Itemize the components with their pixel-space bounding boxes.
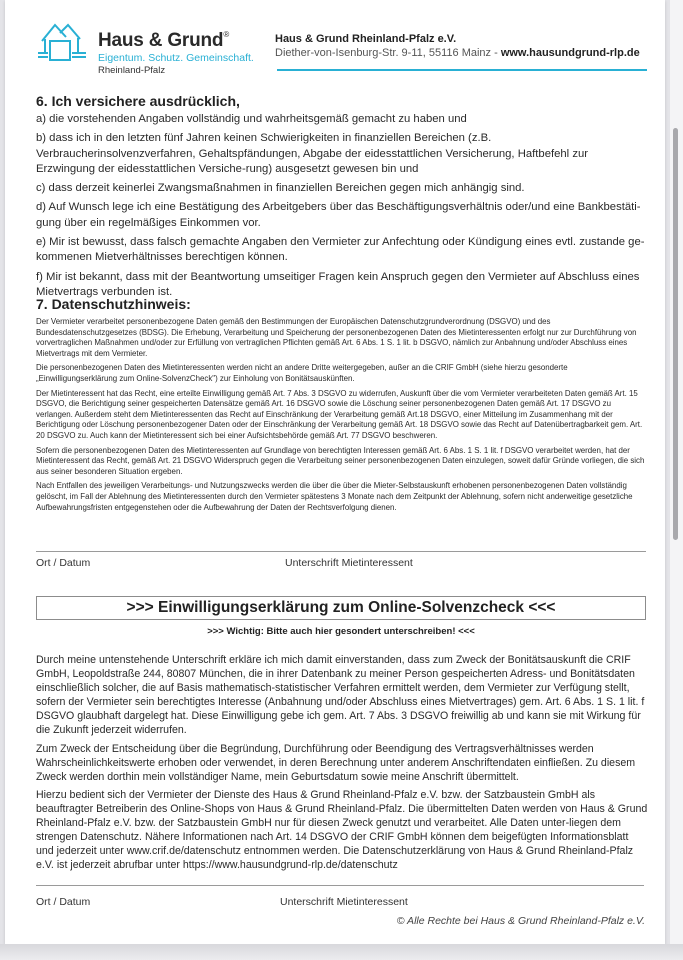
header-divider [277, 69, 647, 71]
privacy-paragraph: Der Vermieter verarbeitet personenbezogene Daten gemäß den Bestimmungen der Europäischen Datenschutzgrundverordnung (DSGVO) und des Bundesdatenschutzgesetzes (BDSG). Die Erhebung, Verarbeitung und Speicherung der personenbezogenen Daten des Mietinteressenten erfolgt nur zur Durchführung von vorvertraglichen Maßnahmen und/oder zur Erfüllung von vertraglichen Pflichten gemäß Art. 6 Abs. 1 S. 1 lit. b DSGVO, nämlich zur Anbahnung und/oder Abschluss eines Mietvertrags mit dem Vermieter. [36, 317, 637, 358]
consent-body [36, 653, 648, 876]
logo-brand: Haus & Grund® [98, 30, 230, 51]
scrollbar-thumb[interactable] [673, 128, 678, 540]
consent-banner-subtitle: >>> Wichtig: Bitte auch hier gesondert unterschreiben! <<< [207, 626, 475, 637]
place-date-label: Ort / Datum [36, 557, 91, 569]
signature-line [36, 885, 644, 886]
consent-paragraph: Durch meine untenstehende Unterschrift erkläre ich mich damit einverstanden, dass zum Zweck der Bonitätsauskunft die CRIF GmbH, Leopoldstraße 244, 80807 München, die in ihrer Datenbank zu meiner Person gespeicherten Adress- und Bonitätsdaten einschließlich solcher, die auf Basis mathematisch-statistischer Verfahren ermittelt werden, dem Vermieter zur Verfügung stellt, sofern der Vermieter sein berechtigtes Interesse (Anbahnung und/oder Abschluss eines Mietvertrages) gem. Art. 6 Abs. 1 S. 1 lit. f DSGVO glaubhaft dargelegt hat. Diese Einwilligung gebe ich gem. Art. 7 Abs. 3 DSGVO freiwillig ab und kann sie mit Wirkung für die Zukunft jederzeit widerrufen. [36, 654, 645, 737]
signature-label: Unterschrift Mietinteressent [280, 896, 408, 908]
website-link[interactable]: www.hausundgrund-rlp.de [500, 47, 640, 59]
consent-banner-title: >>> Einwilligungserklärung zum Online-Solvenzcheck <<< [36, 596, 646, 620]
section-6-item-a: a) die vorstehenden Angaben vollständig und wahrheitsgemäß gemacht zu haben und [36, 113, 467, 125]
privacy-paragraph: Die personenbezogenen Daten des Mietinteressenten werden nicht an andere Dritte weitergegeben, außer an die CRIF GmbH (siehe hierzu gesonderte „Einwilligungserklärung zum Online-SolvenzCheck") zur Einholung von Bonitätsauskünften. [36, 363, 568, 383]
section-6-item-c: c) dass derzeit keinerlei Zwangsmaßnahmen in finanziellen Bereichen gegen mich anhängig sind. [36, 182, 525, 195]
logo-tagline: Eigentum. Schutz. Gemeinschaft. [98, 52, 254, 64]
section-6-item-e: e) Mir ist bewusst, dass falsch gemachte Angaben den Vermieter zur Anfechtung oder Kündigung eines evtl. zustande ge-kommenen Mietverhältnisses berechtigen können. [36, 236, 645, 264]
section-7-body [36, 317, 648, 517]
section-6-list [36, 112, 648, 304]
page-gap [0, 944, 683, 960]
privacy-paragraph: Sofern die personenbezogenen Daten des Mietinteressenten auf Grundlage von berechtigten Interessen gemäß Art. 6 Abs. 1 S. 1 lit. f DSGVO verarbeitet werden, hat der Mietinteressent das Recht, gemäß Art. 21 DSGVO Widerspruch gegen die Verarbeitung seiner personenbezogenen Daten einzulegen, soweit dafür Gründe vorliegen, die sich aus seiner besonderen Situation ergeben. [36, 445, 645, 476]
consent-paragraph: Hierzu bedient sich der Vermieter der Dienste des Haus & Grund Rheinland-Pfalz e.V. bzw. der Satzbaustein GmbH als beauftragter Betreiberin des Online-Shops von Haus & Grund Rheinland-Pfalz. Die übermittelten Daten werden von Haus & Grund Rheinland-Pfalz e.V. bzw. der Satzbaustein GmbH nur für diesen Zweck genutzt und verarbeitet. Alle Daten unter-liegen dem strengen Datenschutz. Nähere Informationen nach Art. 14 DSGVO der CRIF GmbH können dem beigefügten Informationsblatt und jederzeit unter www.crif.de/datenschutz entnommen werden. Die Datenschutzerklärung von Haus & Grund Rheinland-Pfalz e.V. ist jederzeit abrufbar unter https://www.hausundgrund-rlp.de/datenschutz [36, 788, 648, 872]
logo-region: Rheinland-Pfalz [98, 65, 166, 76]
section-6-item-f: f) Mir ist bekannt, dass mit der Beantwortung umseitiger Fragen kein Anspruch gegen den Vermieter auf Abschluss eines Mietvertrags verbunden ist. [36, 270, 640, 298]
section-6-item-d: d) Auf Wunsch lege ich eine Bestätigung des Arbeitgebers über das Beschäftigungsverhältnis oder/und eine Bankbestäti-gung über ein regelmäßiges Einkommen vor. [36, 201, 641, 229]
privacy-paragraph: Nach Entfallen des jeweiligen Verarbeitungs- und Nutzungszwecks werden die über die über die Mieter-Selbstauskunft erhobenen personenbezogenen Daten vollständig gelöscht, im Fall der Ablehnung des Mietinteressenten durch den Vermieter spätestens 3 Monate nach dem Zeitpunkt der Ablehnung, sofern nicht anderweitige gesetzliche Aufbewahrungsfristen entgegenstehen oder die Aufbewahrung der Daten der Rechtsverfolgung dienen. [36, 481, 633, 512]
privacy-paragraph: Der Mietinteressent hat das Recht, eine erteilte Einwilligung gemäß Art. 7 Abs. 3 DSGVO zu widerrufen, Auskunft über die vom Vermieter verarbeiteten Daten gemäß Art. 15 DSGVO, die Berichtigung seiner gespeicherten Datensätze gemäß Art. 16 DSGVO sowie die Löschung seiner personenbezogenen Daten gemäß Art. 17 DSGVO zu verlangen. Außerdem steht dem Mietinteressenten das Recht auf Einschränkung der Verarbeitung gemäß Art.18 DSGVO, einer Mitteilung im Zusammenhang mit der Berichtigung oder Löschung personenbezogener Daten oder der Einschränkung der Verarbeitung gemäß Art. 18 DSGVO sowie das Recht auf Datenübertragbarkeit gem. Art. 20 DSGVO zu. Auch kann der Mietinteressent sich bei einer Aufsichtsbehörde gemäß Art. 77 DSGVO beschweren. [36, 388, 643, 440]
organization-name: Haus & Grund Rheinland-Pfalz e.V. [275, 33, 457, 45]
signature-label: Unterschrift Mietinteressent [285, 557, 413, 569]
signature-line [36, 551, 646, 552]
section-6-title: 6. Ich versichere ausdrücklich, [36, 93, 240, 109]
consent-paragraph: Zum Zweck der Entscheidung über die Begründung, Durchführung oder Beendigung des Vertragsverhältnisses werden Wahrscheinlichkeitswerte erhoben oder verwendet, in deren Berechnung unter anderem Anschriftendaten einfließen. Zu diesem Zweck werden dorthin mein vollständiger Name, mein Geburtsdatum sowie meine Anschrift übermittelt. [36, 742, 636, 783]
section-6-item-b: b) dass ich in den letzten fünf Jahren keinen Schwierigkeiten in finanziellen Bereichen (z.B. Verbraucherinsolvenzverfahren, Gehaltspfändungen, Abgabe der eidesstattlichen Versicherung, Haftbefehl zur Erzwingung der eidesstattlichen Versiche-rung) ausgesetzt gewesen bin und [36, 132, 589, 175]
section-7-title: 7. Datenschutzhinweis: [36, 296, 191, 312]
house-logo-icon [36, 21, 88, 63]
copyright-notice: © Alle Rechte bei Haus & Grund Rheinland-Pfalz e.V. [396, 915, 645, 927]
place-date-label: Ort / Datum [36, 896, 91, 908]
organization-address: Diether-von-Isenburg-Str. 9-11, 55116 Mainz - www.hausundgrund-rlp.de [275, 47, 640, 59]
